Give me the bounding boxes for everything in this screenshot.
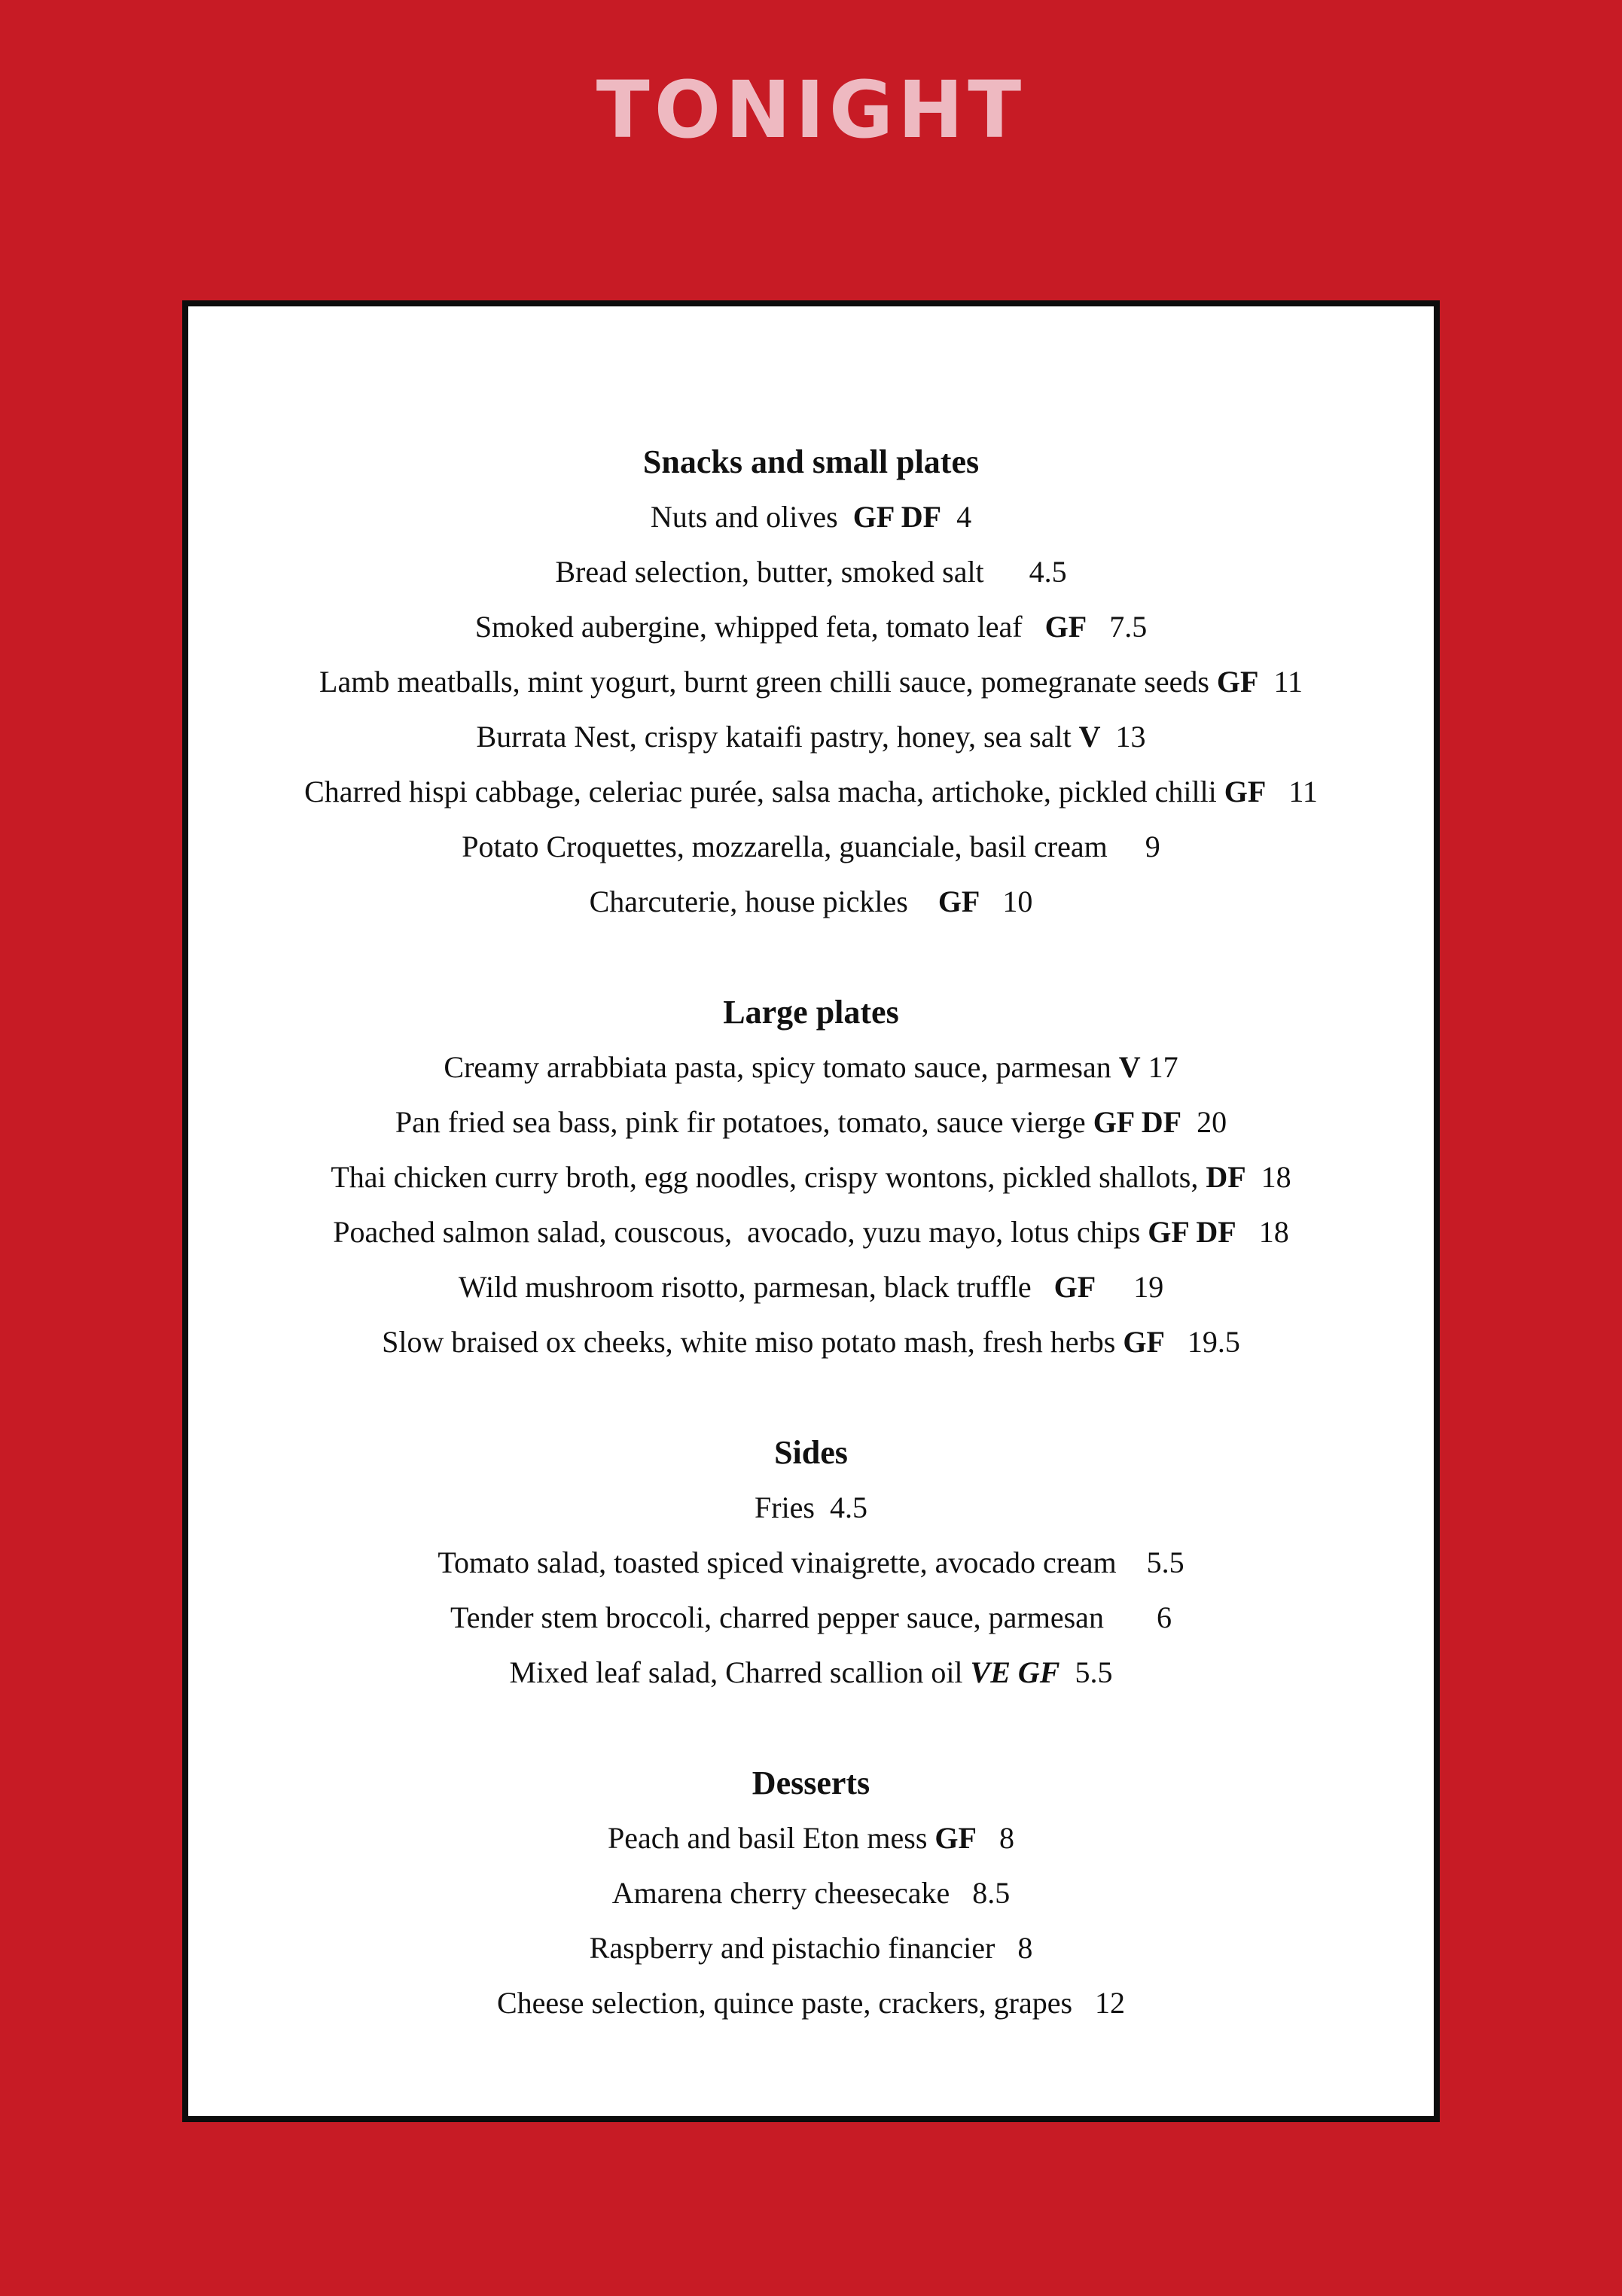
item-name: Thai chicken curry broth, egg noodles, crispy wontons, pickled shallots, — [331, 1160, 1206, 1194]
item-name: Charcuterie, house pickles — [589, 885, 938, 918]
section-heading: Sides — [774, 1434, 848, 1471]
section-desserts — [188, 1755, 1434, 2030]
menu-item — [188, 1645, 1434, 1700]
item-price: 17 — [1140, 1050, 1178, 1084]
item-price: 8.5 — [972, 1876, 1011, 1910]
item-price: 19 — [1096, 1270, 1164, 1304]
item-price: 8 — [1017, 1931, 1033, 1965]
section-heading: Large plates — [723, 994, 899, 1031]
menu-item — [188, 874, 1434, 929]
dietary-tag: GF DF — [852, 500, 942, 534]
menu-item — [188, 599, 1434, 654]
item-name: Slow braised ox cheeks, white miso potato mash, fresh herbs — [382, 1325, 1124, 1359]
menu-item — [188, 1480, 1434, 1535]
item-name: Creamy arrabbiata pasta, spicy tomato sauce, parmesan — [444, 1050, 1119, 1084]
item-price: 4.5 — [1029, 555, 1067, 589]
menu-item — [188, 709, 1434, 764]
menu-item — [188, 544, 1434, 599]
item-name: Poached salmon salad, couscous, avocado, yuzu mayo, lotus chips — [333, 1215, 1148, 1249]
menu-item — [188, 1040, 1434, 1095]
item-price: 5.5 — [1059, 1655, 1113, 1689]
item-name: Tender stem broccoli, charred pepper sauce, parmesan — [450, 1600, 1157, 1634]
item-price: 11 — [1266, 775, 1318, 808]
item-name: Amarena cherry cheesecake — [611, 1876, 973, 1910]
item-name: Mixed leaf salad, Charred scallion oil — [509, 1655, 971, 1689]
item-price: 7.5 — [1087, 610, 1148, 644]
item-name: Fries — [755, 1491, 830, 1524]
item-price: 18 — [1245, 1160, 1291, 1194]
section-sides — [188, 1425, 1434, 1700]
item-name: Lamb meatballs, mint yogurt, burnt green chilli sauce, pomegranate seeds — [319, 665, 1217, 699]
item-price: 18 — [1236, 1215, 1289, 1249]
dietary-tag: GF — [1053, 1270, 1096, 1304]
dietary-tag: V — [1118, 1050, 1141, 1084]
item-price: 9 — [1145, 830, 1160, 863]
item-price: 8 — [976, 1821, 1014, 1855]
menu-item — [188, 1204, 1434, 1259]
section-heading: Snacks and small plates — [642, 443, 980, 480]
menu-item — [188, 1314, 1434, 1369]
item-name: Potato Croquettes, mozzarella, guanciale, basil cream — [462, 830, 1145, 863]
item-price: 20 — [1181, 1105, 1227, 1139]
menu-item — [188, 1259, 1434, 1314]
menu-item — [188, 1865, 1434, 1920]
menu-card — [182, 300, 1440, 2122]
menu-item — [188, 1095, 1434, 1150]
page-title: TONIGHT — [596, 64, 1026, 156]
dietary-tag: GF — [1224, 775, 1267, 808]
item-price: 4 — [941, 500, 972, 534]
section-large-plates — [188, 985, 1434, 1369]
item-name: Smoked aubergine, whipped feta, tomato leaf — [474, 610, 1045, 644]
item-price: 13 — [1100, 720, 1146, 754]
dietary-tag: VE GF — [970, 1655, 1060, 1689]
menu-item — [188, 819, 1434, 874]
item-price: 5.5 — [1146, 1545, 1184, 1579]
menu-item — [188, 1535, 1434, 1590]
item-name: Peach and basil Eton mess — [608, 1821, 935, 1855]
item-name: Tomato salad, toasted spiced vinaigrette, avocado cream — [438, 1545, 1147, 1579]
section-heading: Desserts — [752, 1765, 870, 1801]
section-snacks — [188, 434, 1434, 929]
menu-item — [188, 489, 1434, 544]
menu-item — [188, 1975, 1434, 2030]
item-name: Nuts and olives — [650, 500, 853, 534]
dietary-tag: GF — [938, 885, 980, 918]
dietary-tag: V — [1078, 720, 1101, 754]
item-name: Bread selection, butter, smoked salt — [555, 555, 1029, 589]
item-name: Charred hispi cabbage, celeriac purée, salsa macha, artichoke, pickled chilli — [304, 775, 1224, 808]
item-name: Raspberry and pistachio financier — [589, 1931, 1018, 1965]
menu-body — [188, 434, 1434, 2030]
dietary-tag: GF DF — [1148, 1215, 1236, 1249]
dietary-tag: GF — [1123, 1325, 1165, 1359]
dietary-tag: GF DF — [1093, 1105, 1182, 1139]
item-price: 11 — [1258, 665, 1303, 699]
menu-item — [188, 1920, 1434, 1975]
item-price: 12 — [1095, 1986, 1126, 2020]
item-price: 10 — [980, 885, 1033, 918]
item-price: 19.5 — [1164, 1325, 1240, 1359]
dietary-tag: GF — [934, 1821, 977, 1855]
menu-item — [188, 1590, 1434, 1645]
menu-item — [188, 764, 1434, 819]
menu-item — [188, 1810, 1434, 1865]
item-price: 4.5 — [830, 1491, 867, 1524]
item-price: 6 — [1156, 1600, 1172, 1634]
item-name: Cheese selection, quince paste, crackers, grapes — [496, 1986, 1096, 2020]
item-name: Wild mushroom risotto, parmesan, black truffle — [458, 1270, 1054, 1304]
dietary-tag: GF — [1044, 610, 1087, 644]
dietary-tag: DF — [1206, 1160, 1246, 1194]
item-name: Pan fried sea bass, pink fir potatoes, tomato, sauce vierge — [395, 1105, 1093, 1139]
menu-item — [188, 654, 1434, 709]
dietary-tag: GF — [1216, 665, 1259, 699]
item-name: Burrata Nest, crispy kataifi pastry, honey, sea salt — [476, 720, 1079, 754]
menu-item — [188, 1150, 1434, 1204]
